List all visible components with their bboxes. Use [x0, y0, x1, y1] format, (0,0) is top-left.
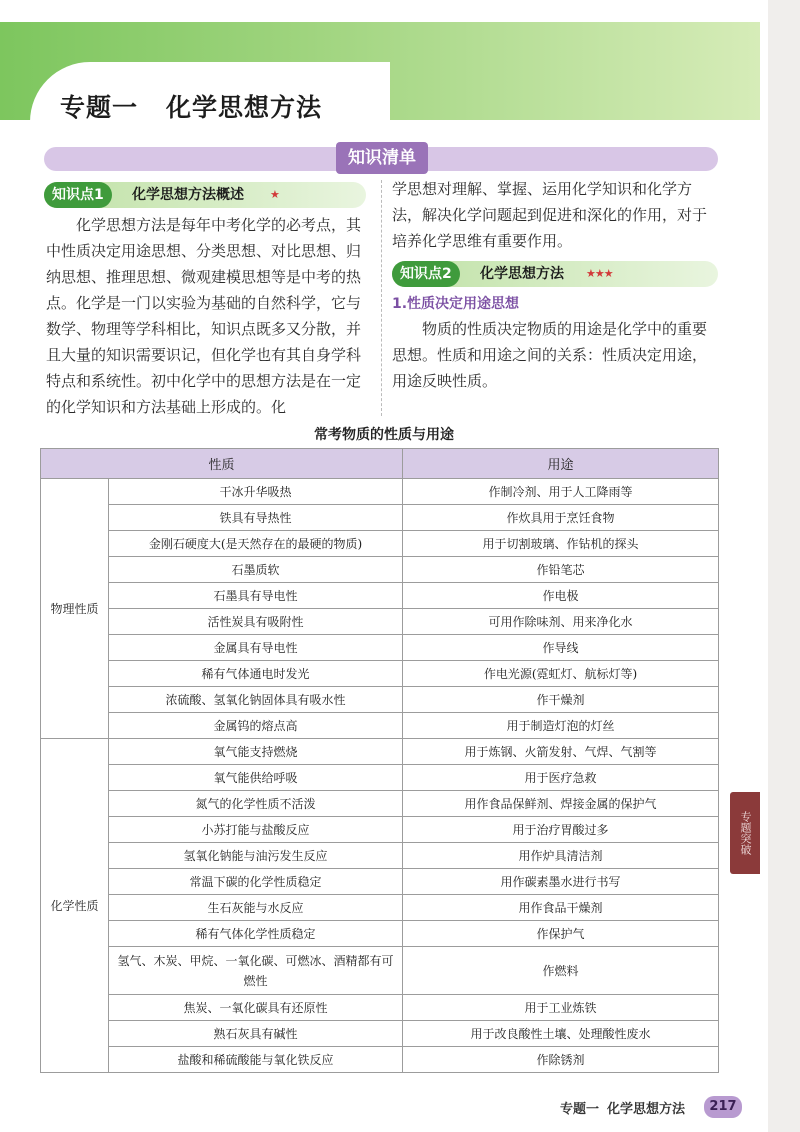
- side-tab: 专题突破: [730, 792, 760, 874]
- table-row: [41, 895, 719, 921]
- property-cell: 氢气、木炭、甲烷、一氧化碳、可燃冰、酒精都有可燃性: [109, 947, 403, 995]
- use-cell: 作干燥剂: [403, 687, 719, 713]
- use-cell: 用作碳素墨水进行书写: [403, 869, 719, 895]
- table-row: [41, 817, 719, 843]
- table-row: [41, 765, 719, 791]
- category-physical: 物理性质: [41, 479, 109, 739]
- section-title: 知识清单: [336, 142, 428, 174]
- table-row: [41, 947, 719, 995]
- property-cell: 铁具有导热性: [109, 505, 403, 531]
- table-row: [41, 843, 719, 869]
- table-row: [41, 1021, 719, 1047]
- table-row: [41, 661, 719, 687]
- kp1-paragraph: [46, 212, 368, 420]
- table-row: [41, 1047, 719, 1073]
- topic-title: 化学思想方法: [166, 93, 323, 122]
- kp2-subheading: 1.性质决定用途思想: [392, 296, 520, 312]
- kp1-title: 化学思想方法概述: [132, 187, 244, 203]
- table-row: [41, 739, 719, 765]
- property-cell: 金刚石硬度大(是天然存在的最硬的物质): [109, 531, 403, 557]
- use-cell: 用作食品保鲜剂、焊接金属的保护气: [403, 791, 719, 817]
- table-row: [41, 995, 719, 1021]
- kp2-title: 化学思想方法: [480, 266, 564, 282]
- table-header-property: 性质: [41, 449, 403, 479]
- use-cell: 可用作除味剂、用来净化水: [403, 609, 719, 635]
- property-cell: 盐酸和稀硫酸能与氧化铁反应: [109, 1047, 403, 1073]
- use-cell: 用于改良酸性土壤、处理酸性废水: [403, 1021, 719, 1047]
- table-row: [41, 921, 719, 947]
- kp2-paragraph: [392, 316, 720, 394]
- kp2-tag: 知识点2: [392, 261, 460, 287]
- footer-topic-label: 专题一: [560, 1102, 600, 1117]
- use-cell: 用于切割玻璃、作钻机的探头: [403, 531, 719, 557]
- property-cell: 稀有气体通电时发光: [109, 661, 403, 687]
- knowledge-point-2-header: [392, 261, 718, 287]
- table-row: [41, 583, 719, 609]
- table-row: [41, 869, 719, 895]
- use-cell: 作除锈剂: [403, 1047, 719, 1073]
- property-cell: 常温下碳的化学性质稳定: [109, 869, 403, 895]
- use-cell: 作导线: [403, 635, 719, 661]
- table-header-use: 用途: [403, 449, 719, 479]
- page-title: [60, 88, 322, 124]
- use-cell: 用作食品干燥剂: [403, 895, 719, 921]
- footer-topic-title: 化学思想方法: [607, 1102, 686, 1117]
- table-row: [41, 713, 719, 739]
- property-cell: 稀有气体化学性质稳定: [109, 921, 403, 947]
- property-cell: 金属钨的熔点高: [109, 713, 403, 739]
- column-divider: [381, 180, 382, 416]
- property-cell: 浓硫酸、氢氧化钠固体具有吸水性: [109, 687, 403, 713]
- kp2-paragraph-text: 物质的性质决定物质的用途是化学中的重要思想。性质和用途之间的关系：性质决定用途，用途反映性质。: [392, 320, 708, 390]
- kp1-continuation: [392, 176, 720, 254]
- use-cell: 作制冷剂、用于人工降雨等: [403, 479, 719, 505]
- table-row: [41, 557, 719, 583]
- kp2-star-icon: ★★★: [586, 267, 613, 280]
- property-cell: 氮气的化学性质不活泼: [109, 791, 403, 817]
- table-row: [41, 791, 719, 817]
- property-cell: 干冰升华吸热: [109, 479, 403, 505]
- use-cell: 用于制造灯泡的灯丝: [403, 713, 719, 739]
- use-cell: 作保护气: [403, 921, 719, 947]
- property-cell: 氧气能供给呼吸: [109, 765, 403, 791]
- footer: [560, 1098, 685, 1117]
- property-cell: 小苏打能与盐酸反应: [109, 817, 403, 843]
- table-row: [41, 479, 719, 505]
- table-row: [41, 609, 719, 635]
- properties-uses-table: [40, 448, 719, 1073]
- use-cell: 作铅笔芯: [403, 557, 719, 583]
- property-cell: 石墨具有导电性: [109, 583, 403, 609]
- topic-label: 专题一: [60, 93, 139, 122]
- kp1-paragraph-text: 化学思想方法是每年中考化学的必考点，其中性质决定用途思想、分类思想、对比思想、归纳思想、推理思想、微观建模思想等是中考的热点。化学是一门以实验为基础的自然科学，它与数学、物理等学科相比，知识点既多又分散，并且大量的知识需要识记，但化学也有其自身学科特点和系统性。初中化学中的思想方法是在一定的化学知识和方法基础上形成的。化: [46, 216, 362, 416]
- property-cell: 金属具有导电性: [109, 635, 403, 661]
- use-cell: 用于治疗胃酸过多: [403, 817, 719, 843]
- knowledge-point-1-header: [44, 182, 366, 208]
- use-cell: 作电光源(霓虹灯、航标灯等): [403, 661, 719, 687]
- use-cell: 用于工业炼铁: [403, 995, 719, 1021]
- use-cell: 作炊具用于烹饪食物: [403, 505, 719, 531]
- table-row: [41, 635, 719, 661]
- table-header-row: [41, 449, 719, 479]
- use-cell: 作燃料: [403, 947, 719, 995]
- category-chemical: 化学性质: [41, 739, 109, 1073]
- use-cell: 作电极: [403, 583, 719, 609]
- table-row: [41, 531, 719, 557]
- table-row: [41, 687, 719, 713]
- use-cell: 用作炉具清洁剂: [403, 843, 719, 869]
- kp1-star-icon: ★: [270, 188, 279, 201]
- property-cell: 石墨质软: [109, 557, 403, 583]
- page-number: 217: [704, 1096, 742, 1118]
- page-edge: [768, 0, 800, 1132]
- table-title: 常考物质的性质与用途: [314, 427, 454, 443]
- property-cell: 活性炭具有吸附性: [109, 609, 403, 635]
- property-cell: 氢氧化钠能与油污发生反应: [109, 843, 403, 869]
- property-cell: 焦炭、一氧化碳具有还原性: [109, 995, 403, 1021]
- use-cell: 用于医疗急救: [403, 765, 719, 791]
- kp1-continuation-text: 学思想对理解、掌握、运用化学知识和化学方法，解决化学问题起到促进和深化的作用，对于培养化学思维有重要作用。: [392, 180, 708, 250]
- kp1-tag: 知识点1: [44, 182, 112, 208]
- property-cell: 熟石灰具有碱性: [109, 1021, 403, 1047]
- property-cell: 氧气能支持燃烧: [109, 739, 403, 765]
- property-cell: 生石灰能与水反应: [109, 895, 403, 921]
- use-cell: 用于炼钢、火箭发射、气焊、气割等: [403, 739, 719, 765]
- table-row: [41, 505, 719, 531]
